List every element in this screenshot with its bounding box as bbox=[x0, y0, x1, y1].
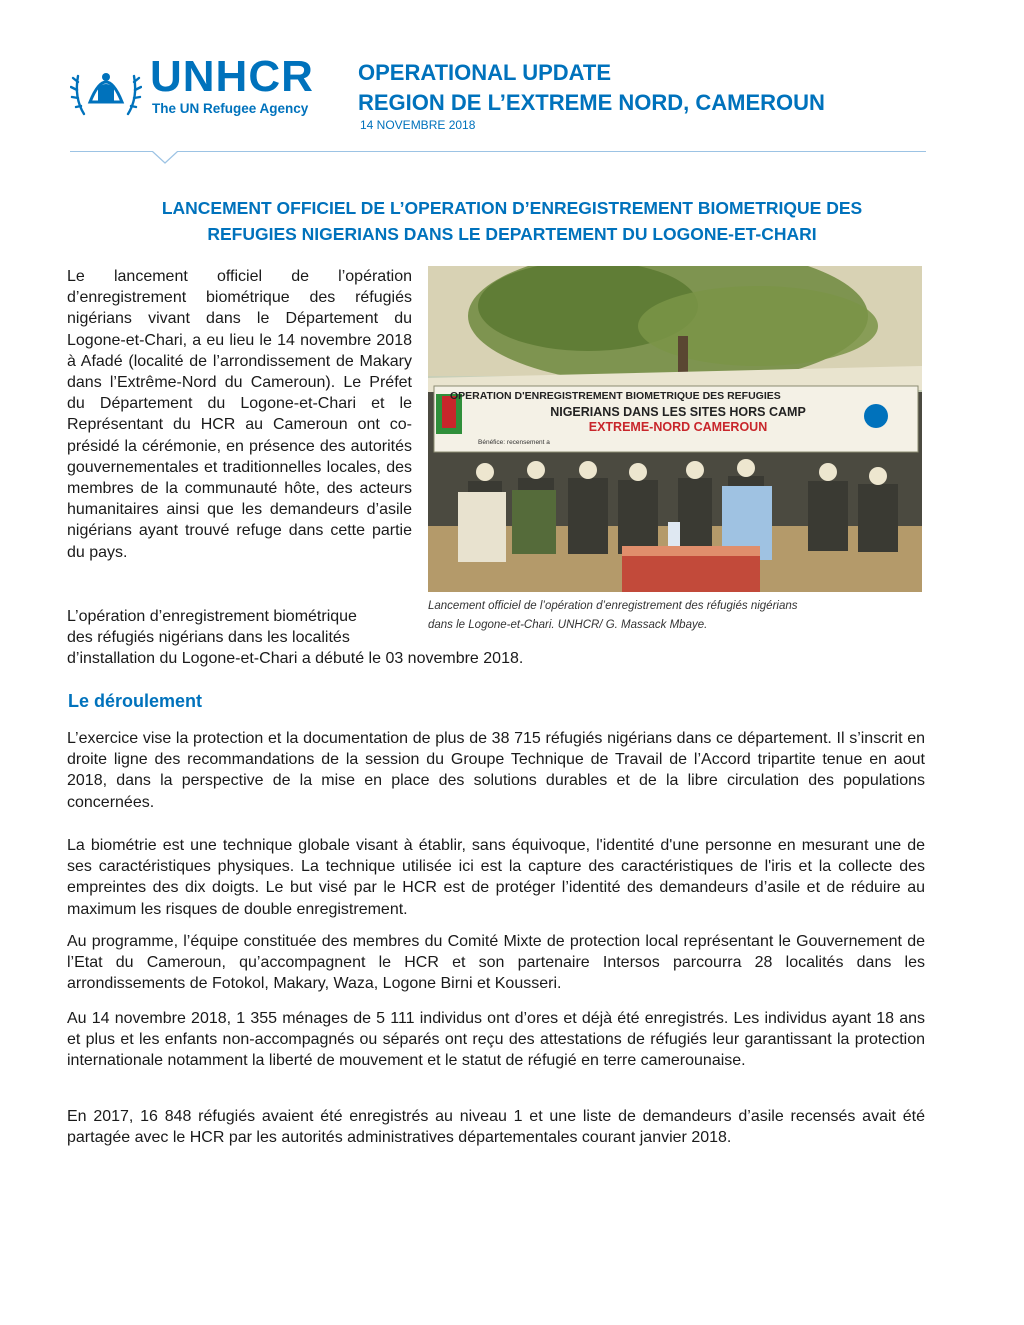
divider-chevron-icon bbox=[152, 151, 178, 165]
document-title bbox=[358, 58, 825, 118]
banner-line-2: NIGERIANS DANS LES SITES HORS CAMP bbox=[550, 405, 806, 419]
intro-p2-line-2: des réfugiés nigérians dans les localités bbox=[67, 629, 350, 647]
article-headline bbox=[70, 195, 954, 247]
intro-paragraph: Le lancement officiel de l’opération d’enregistrement biométrique des réfugiés nigérians vivant dans le Département du Logone-et-Chari, a eu lieu le 14 novembre 2018 à Afadé (localité de l’arrondissement de Makary dans l’Extrême-Nord du Cameroun). Le Préfet du Département du Logone-et-Chari et le Représentant du HCR au Cameroun ont co-présidé la cérémonie, en présence des autorités gouvernementales et traditionnelles locales, des membres de la communauté hôte, des acteurs humanitaires ainsi que les demandeurs d’asile nigérians ayant trouvé refuge dans cette partie du pays. bbox=[67, 268, 412, 561]
title-line-1: OPERATIONAL UPDATE bbox=[358, 60, 612, 85]
banner-line-3: EXTREME-NORD CAMEROUN bbox=[588, 420, 768, 434]
section-paragraph-5: En 2017, 16 848 réfugiés avaient été enregistrés au niveau 1 et une liste de demandeurs d’asile recensés avait été partagée avec le HCR par les autorités administratives départementales courant janvier 2018. bbox=[67, 1108, 925, 1147]
banner-line-1: OPERATION D'ENREGISTREMENT BIOMETRIQUE DES REFUGIES bbox=[450, 390, 781, 402]
intro-p2-line-1: L’opération d’enregistrement biométrique bbox=[67, 608, 357, 625]
caption-line-1: Lancement officiel de l’opération d’enregistrement des réfugiés nigérians bbox=[428, 600, 798, 612]
logo-tagline: The UN Refugee Agency bbox=[152, 101, 309, 116]
unhcr-logo bbox=[70, 52, 332, 122]
section-heading: Le déroulement bbox=[68, 691, 203, 711]
section-paragraph-1: L’exercice vise la protection et la documentation de plus de 38 715 réfugiés nigérians dans ce département. Il s’inscrit en droite ligne des recommandations de la session du Groupe Technique de Travail de l’Accord tripartite tenue en aout 2018, dans la perspective de la mise en place des solutions durables et de la libre circulation des populations concernées. bbox=[67, 730, 925, 811]
headline-line-2: REFUGIES NIGERIANS DANS LE DEPARTEMENT DU LOGONE-ET-CHARI bbox=[207, 224, 817, 244]
caption-line-2: dans le Logone-et-Chari. UNHCR/ G. Massack Mbaye. bbox=[428, 619, 708, 631]
section-paragraph-4: Au 14 novembre 2018, 1 355 ménages de 5 111 individus ont d’ores et déjà été enregistrés. Les individus ayant 18 ans et plus et les enfants non-accompagnés ou séparés ont reçu des attestations de réfugiés leur garantissant la protection internationale notamment la liberté de mouvement et le statut de réfugié en terre camerounaise. bbox=[67, 1010, 925, 1070]
title-line-2: REGION DE L’EXTREME NORD, CAMEROUN bbox=[358, 90, 825, 115]
photo-illustration bbox=[428, 266, 922, 592]
intro-p2-line-3: d’installation du Logone-et-Chari a débuté le 03 novembre 2018. bbox=[67, 650, 524, 668]
section-paragraph-2: La biométrie est une technique globale visant à établir, sans équivoque, l'identité d'une personne en mesurant une de ses caractéristiques physiques. La technique utilisée ici est la capture des caractéristiques de l'iris et la collecte des empreintes des dix doigts. Le but visé par le HCR est de protéger l’identité des demandeurs d’asile et de réduire au maximum les risques de double enregistrement. bbox=[67, 837, 925, 918]
banner-small-text: Bénéfice: recensement a bbox=[478, 439, 550, 446]
document-date: 14 NOVEMBRE 2018 bbox=[360, 118, 476, 132]
header-divider bbox=[70, 151, 926, 152]
event-photo bbox=[428, 266, 922, 592]
section-paragraph-3: Au programme, l’équipe constituée des membres du Comité Mixte de protection local représentant le Gouvernement de l’Etat du Cameroun, qu’accompagnent le HCR et son partenaire Intersos parcourra 28 localités dans les arrondissements de Fotokol, Makary, Waza, Logone Birni et Kousseri. bbox=[67, 933, 925, 993]
intro-paragraph-2 bbox=[67, 606, 627, 670]
headline-line-1: LANCEMENT OFFICIEL DE L’OPERATION D’ENREGISTREMENT BIOMETRIQUE DES bbox=[161, 198, 863, 218]
unhcr-emblem-icon bbox=[70, 58, 142, 122]
logo-wordmark: UNHCR bbox=[150, 52, 314, 101]
